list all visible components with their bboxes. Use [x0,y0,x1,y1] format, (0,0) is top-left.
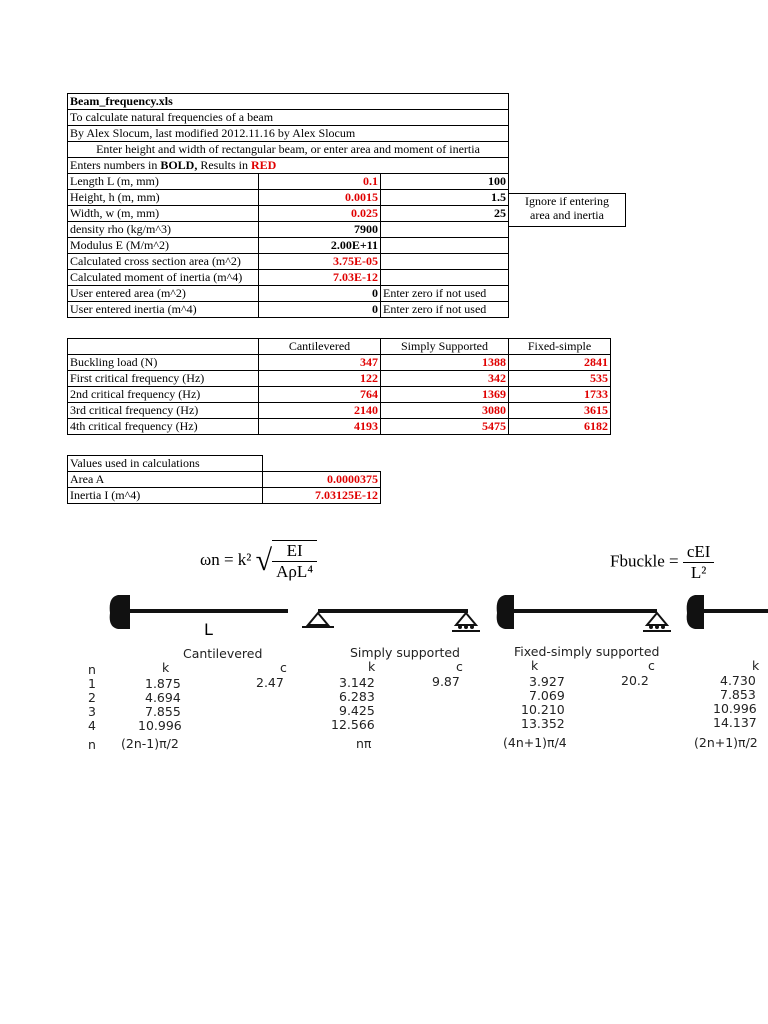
author-line: By Alex Slocum, last modified 2012.11.16 by Alex Slocum [68,126,509,142]
section-title: Cantilevered [183,646,263,661]
results-header-row [68,339,611,355]
results-row [68,387,611,403]
section-title: Fixed-simply supported [514,644,660,659]
ignore-note-box [508,193,626,227]
c-value: 2.47 [256,675,284,690]
calc-values-value: 7.03125E-12 [263,488,381,504]
k-formula: (4n+1)π/4 [503,735,567,750]
frequency-fraction [272,540,317,582]
k-header: k [752,658,760,673]
n-value: 2 [88,690,96,705]
input-label: Calculated cross section area (m^2) [68,254,259,270]
input-label: density rho (kg/m^3) [68,222,259,238]
results-table [67,338,611,435]
input-value-mm [381,238,509,254]
calc-values-table [67,455,381,504]
results-row [68,403,611,419]
k-value: 14.137 [713,715,757,730]
c-header: c [648,658,655,673]
results-label: Buckling load (N) [68,355,259,371]
input-value-si[interactable]: 0 [259,286,381,302]
simply-supported-beam-icon [302,609,480,631]
input-value-mm [381,270,509,286]
k-value: 9.425 [339,703,375,718]
results-row [68,355,611,371]
k-value: 12.566 [331,717,375,732]
legend-bold: BOLD, [160,158,198,172]
mode-coefficient-table [0,644,768,754]
input-value-mm[interactable]: 25 [381,206,509,222]
fixed-fixed-beam-icon [687,595,768,629]
n-value: 3 [88,704,96,719]
input-label: User entered area (m^2) [68,286,259,302]
k-value: 3.927 [529,674,565,689]
beam-length-label: L [204,620,213,639]
input-value-si[interactable]: 7900 [259,222,381,238]
results-value: 4193 [259,419,381,435]
calc-value: 3.75E-05 [259,254,381,270]
k-formula: (2n-1)π/2 [121,736,179,751]
input-row [68,302,509,318]
results-value: 2140 [259,403,381,419]
results-header: Cantilevered [259,339,381,355]
buckle-fraction [683,542,715,583]
c-value: 9.87 [432,674,460,689]
calc-values-title: Values used in calculations [68,456,263,472]
results-row [68,419,611,435]
beam-diagrams [0,585,768,645]
calc-values-value: 0.0000375 [263,472,381,488]
k-value: 4.730 [720,673,756,688]
input-value-si[interactable]: 0 [259,302,381,318]
instruction-line: Enter height and width of rectangular beam, or enter area and moment of inertia [68,142,509,158]
k-value: 7.853 [720,687,756,702]
input-value-si[interactable]: 2.00E+11 [259,238,381,254]
results-row [68,371,611,387]
n-header: n [88,737,96,752]
input-value-mm [381,222,509,238]
k-value: 7.069 [529,688,565,703]
k-value: 7.855 [145,704,181,719]
buckle-denominator: L² [690,563,707,582]
frequency-formula-lhs: ωn = k² [200,549,252,569]
n-value: 4 [88,718,96,733]
buckle-formula [610,542,714,583]
input-label: Modulus E (M/m^2) [68,238,259,254]
input-row [68,174,509,190]
results-value: 2841 [509,355,611,371]
input-row [68,206,509,222]
results-value: 5475 [381,419,509,435]
input-value-si[interactable]: 0.1 [259,174,381,190]
results-label: First critical frequency (Hz) [68,371,259,387]
fixed-simple-beam-icon [497,595,671,631]
results-value: 6182 [509,419,611,435]
sqrt-symbol-icon: √ [255,544,273,577]
k-value: 10.996 [713,701,757,716]
results-header-blank [68,339,259,355]
legend-line [68,158,509,174]
results-value: 342 [381,371,509,387]
file-title: Beam_frequency.xls [68,94,509,110]
k-header: k [162,660,170,675]
buckle-formula-lhs: Fbuckle = [610,551,679,571]
c-header: c [280,660,287,675]
input-label: Width, w (m, mm) [68,206,259,222]
input-row [68,238,509,254]
section-title: Simply supported [350,645,460,660]
results-value: 764 [259,387,381,403]
results-label: 3rd critical frequency (Hz) [68,403,259,419]
legend-mid: Results in [197,158,252,172]
k-value: 1.875 [145,676,181,691]
input-label: Length L (m, mm) [68,174,259,190]
calc-values-row [68,472,381,488]
k-value: 13.352 [521,716,565,731]
results-value: 3615 [509,403,611,419]
results-header: Fixed-simple [509,339,611,355]
description-line: To calculate natural frequencies of a beam [68,110,509,126]
n-header: n [88,662,96,677]
n-value: 1 [88,676,96,691]
input-value-mm [381,254,509,270]
results-label: 2nd critical frequency (Hz) [68,387,259,403]
k-value: 3.142 [339,675,375,690]
k-value: 10.210 [521,702,565,717]
results-value: 535 [509,371,611,387]
ignore-note-line: area and inertia [530,208,604,222]
c-header: c [456,659,463,674]
input-value-si[interactable]: 0.025 [259,206,381,222]
input-label: User entered inertia (m^4) [68,302,259,318]
k-value: 6.283 [339,689,375,704]
results-value: 1369 [381,387,509,403]
k-formula: (2n+1)π/2 [694,735,758,750]
calc-value: 7.03E-12 [259,270,381,286]
c-value: 20.2 [621,673,649,688]
input-table [67,93,509,318]
legend-prefix: Enters numbers in [70,158,161,172]
k-value: 4.694 [145,690,181,705]
input-row [68,254,509,270]
input-row [68,222,509,238]
zero-note: Enter zero if not used [381,302,509,318]
k-header: k [368,659,376,674]
input-value-mm[interactable]: 1.5 [381,190,509,206]
calc-values-row [68,488,381,504]
calc-values-label: Area A [68,472,263,488]
input-label: Height, h (m, mm) [68,190,259,206]
calc-values-label: Inertia I (m^4) [68,488,263,504]
k-value: 10.996 [138,718,182,733]
frequency-formula [200,540,317,582]
input-row [68,270,509,286]
frequency-numerator: EI [272,541,317,562]
results-value: 1388 [381,355,509,371]
input-row [68,286,509,302]
ignore-note-line: Ignore if entering [525,194,609,208]
frequency-denominator: AρL⁴ [276,562,314,581]
legend-red: RED [251,158,277,172]
results-value: 1733 [509,387,611,403]
zero-note: Enter zero if not used [381,286,509,302]
results-value: 347 [259,355,381,371]
results-header: Simply Supported [381,339,509,355]
k-formula: nπ [356,736,372,751]
input-value-mm[interactable]: 100 [381,174,509,190]
cantilever-beam-icon [110,595,288,629]
input-value-si[interactable]: 0.0015 [259,190,381,206]
results-value: 122 [259,371,381,387]
input-row [68,190,509,206]
results-label: 4th critical frequency (Hz) [68,419,259,435]
buckle-numerator: cEI [683,542,715,563]
input-label: Calculated moment of inertia (m^4) [68,270,259,286]
k-header: k [531,658,539,673]
results-value: 3080 [381,403,509,419]
